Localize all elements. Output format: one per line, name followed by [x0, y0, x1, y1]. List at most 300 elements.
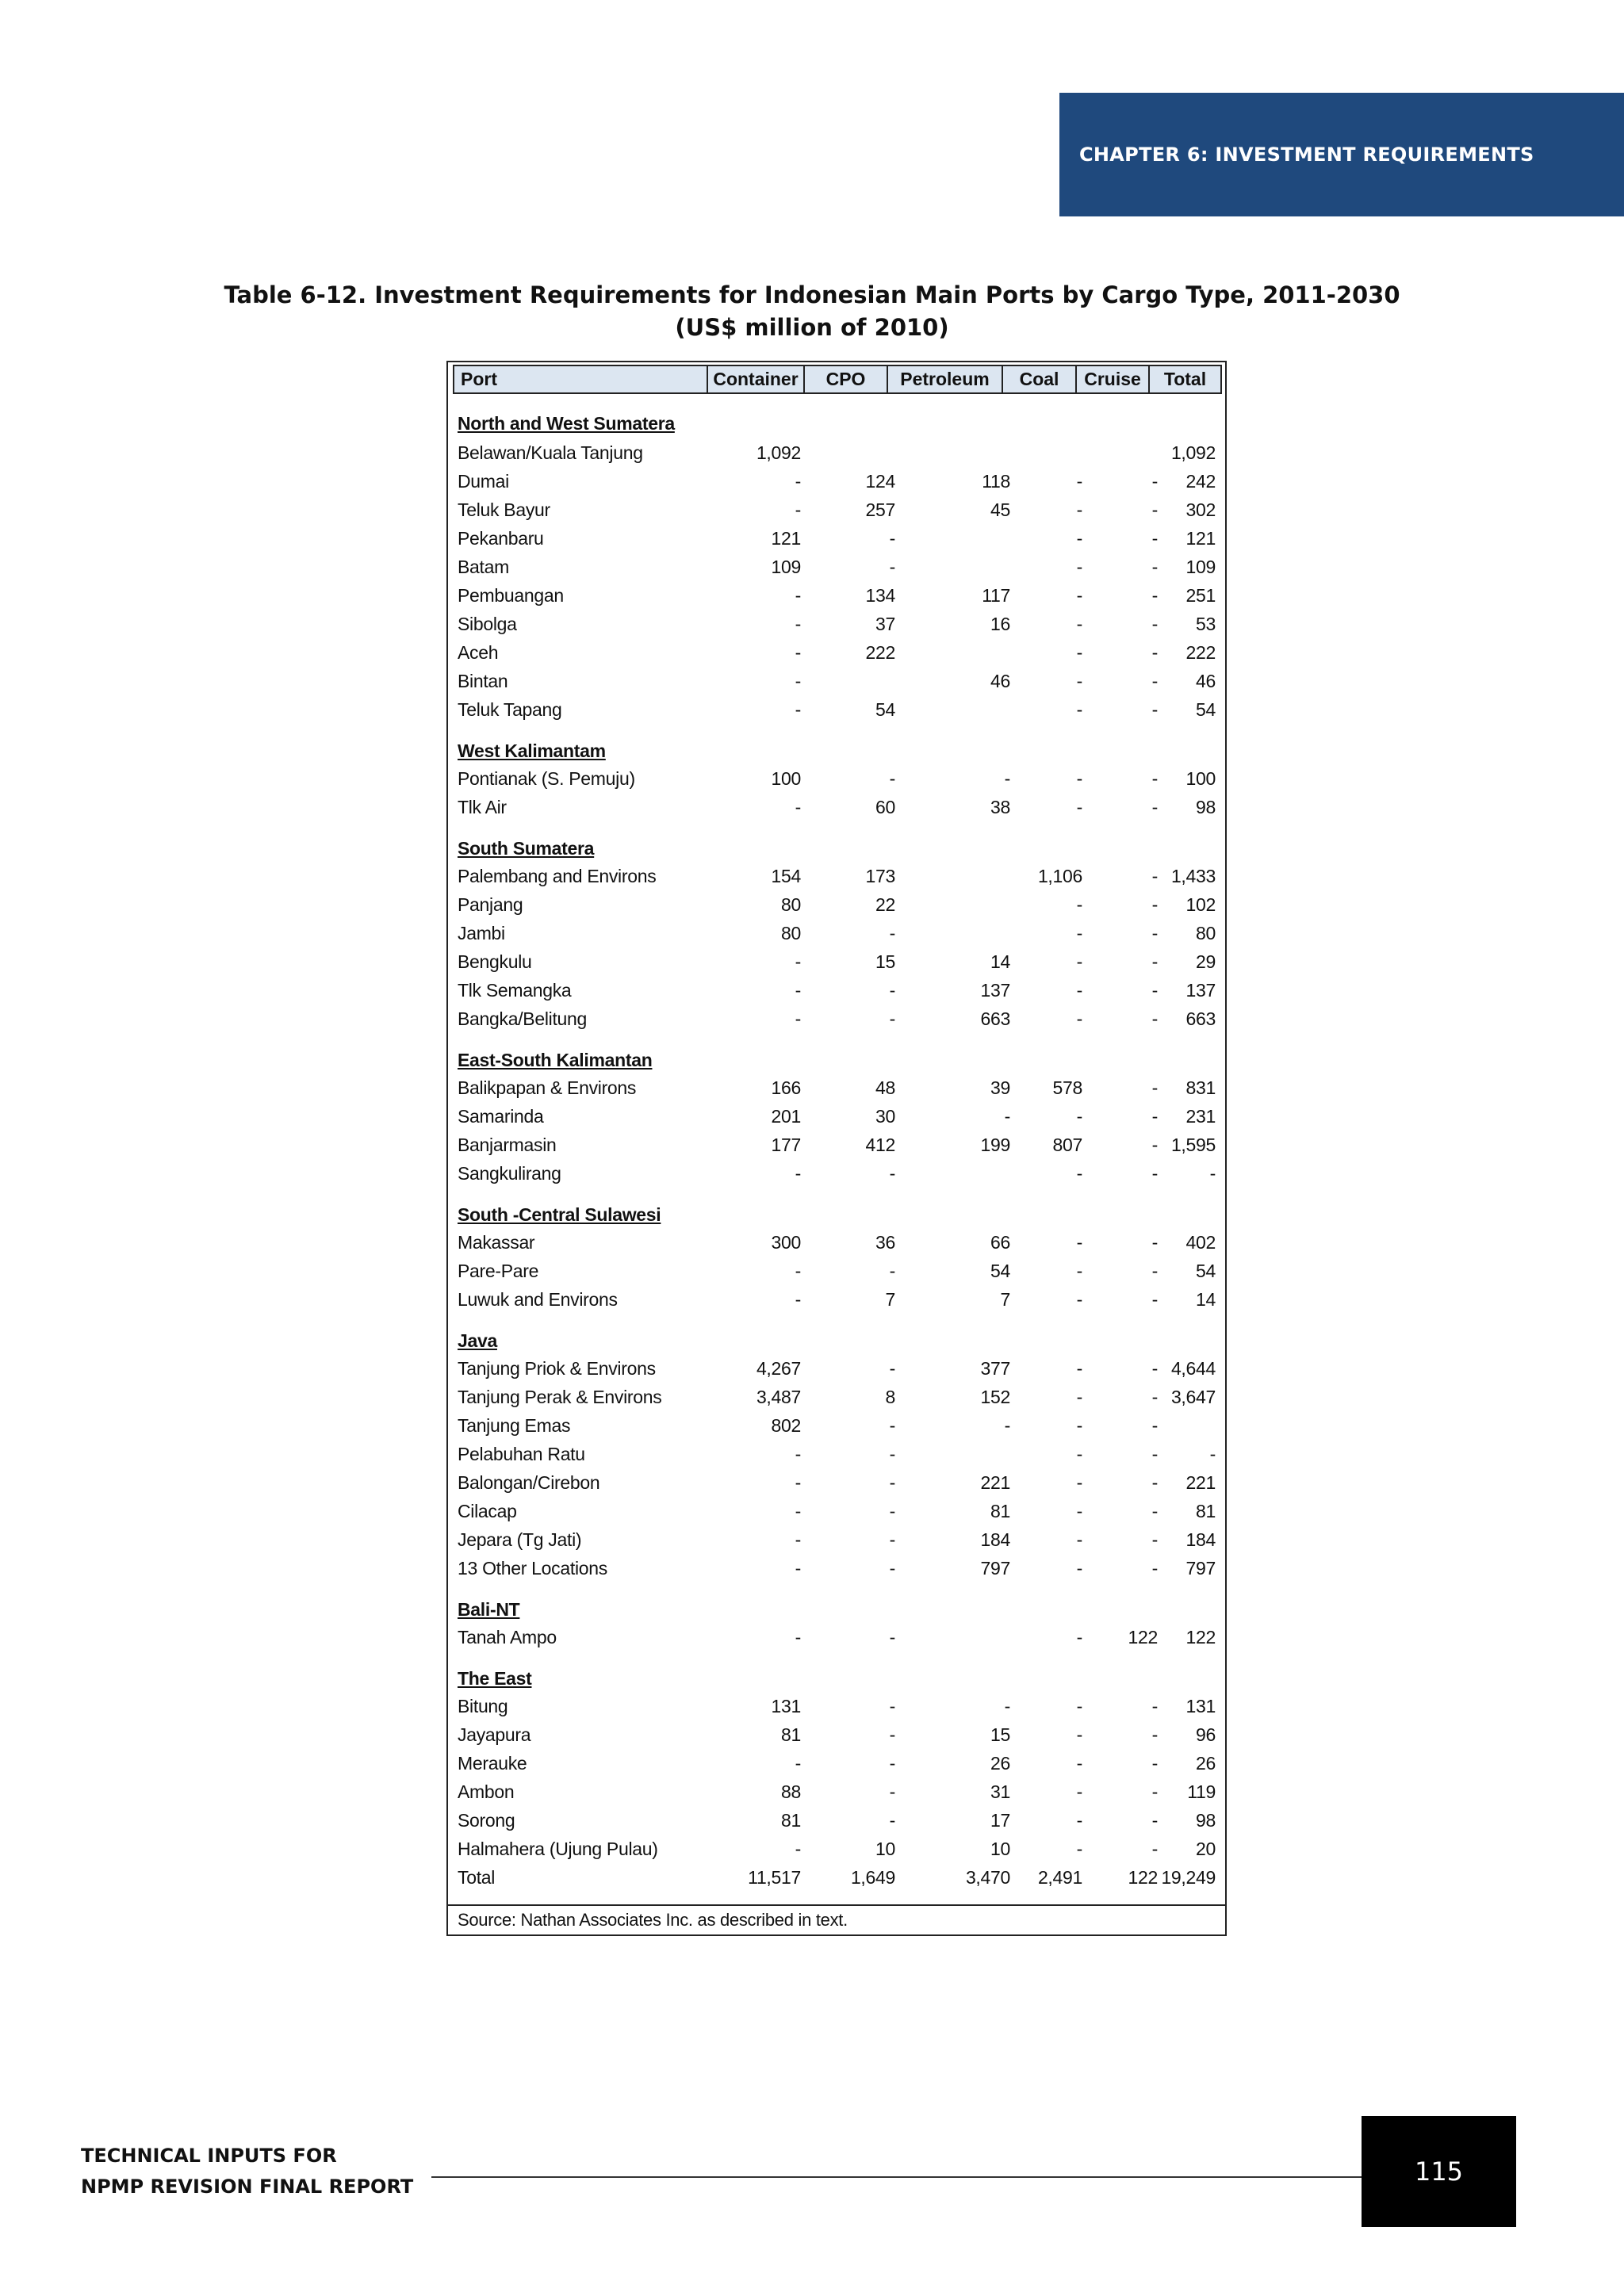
cell-coal: - — [1076, 1232, 1082, 1253]
cell-petroleum: 39 — [990, 1077, 1010, 1098]
table-header — [453, 365, 1222, 394]
cell-port: Samarinda — [458, 1106, 544, 1127]
table-row — [454, 1131, 1222, 1159]
cell-cpo: - — [889, 923, 895, 943]
cell-container: - — [795, 614, 801, 634]
cell-coal: - — [1076, 1696, 1082, 1716]
cell-cpo: 15 — [875, 951, 895, 972]
cell-cpo: 257 — [865, 499, 895, 520]
cell-cruise: - — [1151, 1106, 1158, 1127]
cell-container: - — [795, 1627, 801, 1647]
cell-cpo: - — [889, 1753, 895, 1774]
cell-cpo: - — [889, 980, 895, 1001]
table-row — [454, 1073, 1222, 1102]
cell-coal: - — [1076, 1387, 1082, 1407]
table-row — [454, 1623, 1222, 1651]
cell-cruise: - — [1151, 980, 1158, 1001]
cell-total: 663 — [1185, 1008, 1216, 1029]
cell-coal: - — [1076, 1415, 1082, 1436]
cell-cpo: 134 — [865, 585, 895, 606]
section-heading: West Kalimantam — [458, 740, 606, 761]
cell-total: 98 — [1196, 1810, 1216, 1831]
total-total: 19,249 — [1161, 1867, 1216, 1888]
cell-petroleum: - — [1004, 1106, 1010, 1127]
cell-port: Makassar — [458, 1232, 535, 1253]
cell-cpo: - — [889, 1163, 895, 1184]
cell-cruise: - — [1151, 1163, 1158, 1184]
cell-container: 131 — [771, 1696, 801, 1716]
cell-coal: - — [1076, 585, 1082, 606]
section-heading: South Sumatera — [458, 838, 595, 859]
cell-container: 100 — [771, 768, 801, 789]
cell-cpo: 54 — [875, 699, 895, 720]
cell-port: Tanjung Perak & Environs — [458, 1387, 662, 1407]
cell-petroleum: 26 — [990, 1753, 1010, 1774]
cell-port: Balongan/Cirebon — [458, 1472, 600, 1493]
cell-cpo: 173 — [865, 866, 895, 886]
cell-cruise: - — [1151, 1781, 1158, 1802]
cell-coal: - — [1076, 768, 1082, 789]
cell-petroleum: 66 — [990, 1232, 1010, 1253]
table-title-line2: (US$ million of 2010) — [675, 314, 949, 341]
col-header-cruise: Cruise — [1075, 366, 1148, 392]
table-row — [454, 1720, 1222, 1749]
cell-total: 251 — [1185, 585, 1216, 606]
cell-cruise: - — [1151, 585, 1158, 606]
cell-total: 242 — [1185, 471, 1216, 492]
total-port: Total — [458, 1867, 496, 1888]
cell-total: 231 — [1185, 1106, 1216, 1127]
cell-container: 81 — [781, 1724, 801, 1745]
cell-container: - — [795, 1558, 801, 1578]
cell-total: 29 — [1196, 951, 1216, 972]
cell-port: Tlk Semangka — [458, 980, 572, 1001]
cell-container: - — [795, 1163, 801, 1184]
cell-coal: - — [1076, 1501, 1082, 1521]
cell-total: 122 — [1185, 1627, 1216, 1647]
cell-port: Pelabuhan Ratu — [458, 1444, 585, 1464]
cell-port: Cilacap — [458, 1501, 517, 1521]
cell-container: - — [795, 1289, 801, 1310]
cell-port: Sibolga — [458, 614, 517, 634]
total-petroleum: 3,470 — [965, 1867, 1010, 1888]
cell-petroleum: 184 — [980, 1529, 1010, 1550]
cell-container: 300 — [771, 1232, 801, 1253]
table-row — [454, 524, 1222, 553]
cell-cruise: - — [1151, 1008, 1158, 1029]
footer-line2: NPMP REVISION FINAL REPORT — [81, 2175, 414, 2198]
cell-coal: - — [1076, 1444, 1082, 1464]
cell-cpo: 10 — [875, 1839, 895, 1859]
cell-cpo: - — [889, 1529, 895, 1550]
cell-cruise: - — [1151, 1696, 1158, 1716]
table-row — [454, 553, 1222, 581]
cell-port: Jepara (Tg Jati) — [458, 1529, 582, 1550]
cell-cpo: - — [889, 528, 895, 549]
total-cpo: 1,649 — [850, 1867, 895, 1888]
cell-total: 221 — [1185, 1472, 1216, 1493]
cell-cpo: 37 — [875, 614, 895, 634]
cell-cpo: - — [889, 1415, 895, 1436]
table-row — [454, 862, 1222, 890]
table-row — [454, 947, 1222, 976]
cell-port: Tlk Air — [458, 797, 507, 817]
cell-cpo: 48 — [875, 1077, 895, 1098]
cell-coal: 1,106 — [1037, 866, 1082, 886]
cell-total: - — [1209, 1444, 1216, 1464]
col-header-coal: Coal — [1002, 366, 1075, 392]
cell-petroleum: 54 — [990, 1261, 1010, 1281]
cell-petroleum: 10 — [990, 1839, 1010, 1859]
cell-container: - — [795, 585, 801, 606]
cell-container: 3,487 — [756, 1387, 801, 1407]
cell-port: Pontianak (S. Pemuju) — [458, 768, 635, 789]
cell-coal: - — [1076, 1753, 1082, 1774]
cell-port: Bintan — [458, 671, 508, 691]
cell-cruise: - — [1151, 1232, 1158, 1253]
cell-cruise: - — [1151, 1839, 1158, 1859]
cell-port: Bangka/Belitung — [458, 1008, 588, 1029]
section-heading: South -Central Sulawesi — [458, 1204, 661, 1225]
table-row — [454, 764, 1222, 793]
cell-petroleum: 797 — [980, 1558, 1010, 1578]
cell-cpo: 36 — [875, 1232, 895, 1253]
cell-coal: - — [1076, 528, 1082, 549]
cell-petroleum: 118 — [982, 471, 1010, 492]
cell-cruise: 122 — [1128, 1627, 1158, 1647]
cell-port: Merauke — [458, 1753, 527, 1774]
cell-cpo: - — [889, 1358, 895, 1379]
table-row — [454, 1354, 1222, 1383]
cell-cruise: - — [1151, 894, 1158, 915]
cell-petroleum: - — [1004, 768, 1010, 789]
cell-cpo: 60 — [875, 797, 895, 817]
cell-coal: - — [1076, 923, 1082, 943]
cell-cruise: - — [1151, 499, 1158, 520]
cell-coal: - — [1076, 1261, 1082, 1281]
cell-container: 88 — [781, 1781, 801, 1802]
cell-total: 96 — [1196, 1724, 1216, 1745]
table-row — [454, 1004, 1222, 1033]
cell-port: Teluk Bayur — [458, 499, 550, 520]
cell-container: 121 — [771, 528, 801, 549]
cell-coal: - — [1076, 797, 1082, 817]
cell-port: Belawan/Kuala Tanjung — [458, 442, 643, 463]
cell-cruise: - — [1151, 768, 1158, 789]
table-title-line1: Table 6-12. Investment Requirements for Indonesian Main Ports by Cargo Type, 2011-2030 — [224, 281, 1400, 308]
cell-container: - — [795, 1753, 801, 1774]
cell-coal: 578 — [1052, 1077, 1082, 1098]
cell-coal: - — [1076, 1839, 1082, 1859]
cell-cruise: - — [1151, 557, 1158, 577]
cell-cruise: - — [1151, 614, 1158, 634]
cell-total: 3,647 — [1170, 1387, 1216, 1407]
table-row — [454, 919, 1222, 947]
table-row — [454, 496, 1222, 524]
cell-port: Panjang — [458, 894, 523, 915]
cell-petroleum: 14 — [990, 951, 1010, 972]
table-row — [454, 1554, 1222, 1582]
total-row — [454, 1863, 1222, 1892]
cell-port: Sorong — [458, 1810, 515, 1831]
cell-coal: - — [1076, 1289, 1082, 1310]
cell-container: - — [795, 1839, 801, 1859]
cell-container: - — [795, 980, 801, 1001]
cell-total: 1,433 — [1170, 866, 1216, 886]
cell-container: 177 — [771, 1135, 801, 1155]
cell-total: 1,092 — [1170, 442, 1216, 463]
cell-cpo: 30 — [875, 1106, 895, 1127]
cell-port: Luwuk and Environs — [458, 1289, 618, 1310]
cell-port: Halmahera (Ujung Pulau) — [458, 1839, 658, 1859]
table-row — [454, 695, 1222, 724]
cell-cpo: 124 — [865, 471, 895, 492]
cell-petroleum: 221 — [980, 1472, 1010, 1493]
table-row — [454, 1497, 1222, 1525]
cell-container: - — [795, 1472, 801, 1493]
cell-cruise: - — [1151, 1289, 1158, 1310]
cell-petroleum: 31 — [990, 1781, 1010, 1802]
section-heading: Bali-NT — [458, 1599, 520, 1620]
cell-port: Jayapura — [458, 1724, 531, 1745]
cell-container: 109 — [771, 557, 801, 577]
cell-container: - — [795, 797, 801, 817]
cell-container: - — [795, 642, 801, 663]
table-row — [454, 1525, 1222, 1554]
cell-petroleum: - — [1004, 1415, 1010, 1436]
table-row — [454, 1440, 1222, 1468]
cell-port: Pare-Pare — [458, 1261, 539, 1281]
cell-container: - — [795, 471, 801, 492]
cell-cruise: - — [1151, 1387, 1158, 1407]
cell-petroleum: 117 — [982, 585, 1010, 606]
table-row — [454, 890, 1222, 919]
cell-port: Bengkulu — [458, 951, 532, 972]
cell-total: 100 — [1185, 768, 1216, 789]
cell-container: - — [795, 699, 801, 720]
table-row — [454, 976, 1222, 1004]
cell-petroleum: 199 — [980, 1135, 1010, 1155]
cell-total: 98 — [1196, 797, 1216, 817]
cell-container: - — [795, 1529, 801, 1550]
cell-total: 131 — [1185, 1696, 1216, 1716]
cell-container: 201 — [771, 1106, 801, 1127]
cell-cruise: - — [1151, 671, 1158, 691]
cell-port: Jambi — [458, 923, 505, 943]
cell-cruise: - — [1151, 1444, 1158, 1464]
total-coal: 2,491 — [1037, 1867, 1082, 1888]
cell-petroleum: 152 — [980, 1387, 1010, 1407]
cell-cpo: - — [889, 768, 895, 789]
cell-coal: - — [1076, 699, 1082, 720]
cell-petroleum: 38 — [990, 797, 1010, 817]
cell-cpo: 22 — [875, 894, 895, 915]
cell-container: 166 — [771, 1077, 801, 1098]
table-row — [454, 793, 1222, 821]
table-row — [454, 1468, 1222, 1497]
table-row — [454, 1159, 1222, 1188]
cell-cruise: - — [1151, 1724, 1158, 1745]
cell-coal: - — [1076, 1558, 1082, 1578]
table-row — [454, 438, 1222, 467]
cell-cpo: - — [889, 1810, 895, 1831]
cell-cpo: 8 — [885, 1387, 895, 1407]
cell-total: 46 — [1196, 671, 1216, 691]
cell-total: 20 — [1196, 1839, 1216, 1859]
col-header-total: Total — [1148, 366, 1220, 392]
cell-total: 81 — [1196, 1501, 1216, 1521]
chapter-banner — [1059, 93, 1624, 216]
cell-coal: - — [1076, 1724, 1082, 1745]
table-source: Source: Nathan Associates Inc. as described in text. — [448, 1904, 1225, 1934]
cell-port: Teluk Tapang — [458, 699, 562, 720]
cell-container: - — [795, 1501, 801, 1521]
cell-total: 184 — [1185, 1529, 1216, 1550]
cell-cruise: - — [1151, 1077, 1158, 1098]
col-header-cpo: CPO — [803, 366, 887, 392]
table-row — [454, 610, 1222, 638]
table-row — [454, 581, 1222, 610]
cell-petroleum: - — [1004, 1696, 1010, 1716]
cell-port: Aceh — [458, 642, 499, 663]
cell-container: 80 — [781, 923, 801, 943]
cell-coal: - — [1076, 1810, 1082, 1831]
cell-port: Tanjung Emas — [458, 1415, 571, 1436]
cell-total: 54 — [1196, 1261, 1216, 1281]
cell-port: Sangkulirang — [458, 1163, 561, 1184]
cell-petroleum: 7 — [1000, 1289, 1010, 1310]
cell-cruise: - — [1151, 951, 1158, 972]
cell-container: 80 — [781, 894, 801, 915]
cell-port: 13 Other Locations — [458, 1558, 607, 1578]
section-heading: Java — [458, 1330, 497, 1351]
cell-coal: - — [1076, 1627, 1082, 1647]
cell-cpo: 412 — [865, 1135, 895, 1155]
cell-coal: - — [1076, 894, 1082, 915]
cell-port: Batam — [458, 557, 509, 577]
cell-container: - — [795, 1261, 801, 1281]
cell-total: 80 — [1196, 923, 1216, 943]
table-row — [454, 1692, 1222, 1720]
cell-cruise: - — [1151, 1558, 1158, 1578]
table-row — [454, 1777, 1222, 1806]
cell-cpo: - — [889, 1781, 895, 1802]
investment-table — [446, 361, 1227, 1936]
cell-container: - — [795, 951, 801, 972]
cell-petroleum: 81 — [990, 1501, 1010, 1521]
cell-coal: - — [1076, 1781, 1082, 1802]
cell-cpo: - — [889, 1627, 895, 1647]
table-row — [454, 1257, 1222, 1285]
page-number: 115 — [1362, 2116, 1516, 2227]
cell-coal: - — [1076, 471, 1082, 492]
cell-total: 797 — [1185, 1558, 1216, 1578]
cell-coal: - — [1076, 1106, 1082, 1127]
chapter-title: CHAPTER 6: INVESTMENT REQUIREMENTS — [1079, 144, 1534, 166]
cell-petroleum: 46 — [990, 671, 1010, 691]
table-row — [454, 1102, 1222, 1131]
table-row — [454, 1749, 1222, 1777]
cell-port: Tanah Ampo — [458, 1627, 557, 1647]
cell-port: Pembuangan — [458, 585, 564, 606]
cell-cruise: - — [1151, 1810, 1158, 1831]
cell-container: 81 — [781, 1810, 801, 1831]
cell-cpo: - — [889, 1724, 895, 1745]
cell-total: 302 — [1185, 499, 1216, 520]
cell-coal: - — [1076, 1529, 1082, 1550]
footer-divider — [431, 2176, 1363, 2178]
cell-cruise: - — [1151, 1358, 1158, 1379]
total-cruise: 122 — [1128, 1867, 1158, 1888]
cell-cpo: - — [889, 1444, 895, 1464]
cell-total: 109 — [1185, 557, 1216, 577]
cell-cruise: - — [1151, 528, 1158, 549]
cell-petroleum: 45 — [990, 499, 1010, 520]
section-heading: The East — [458, 1668, 532, 1689]
table-row — [454, 1806, 1222, 1835]
cell-cpo: - — [889, 557, 895, 577]
cell-total: 53 — [1196, 614, 1216, 634]
table-row — [454, 638, 1222, 667]
cell-cpo: - — [889, 1558, 895, 1578]
cell-cruise: - — [1151, 471, 1158, 492]
cell-cruise: - — [1151, 1135, 1158, 1155]
cell-coal: - — [1076, 980, 1082, 1001]
cell-port: Tanjung Priok & Environs — [458, 1358, 656, 1379]
cell-coal: - — [1076, 642, 1082, 663]
cell-container: 802 — [771, 1415, 801, 1436]
total-container: 11,517 — [748, 1867, 801, 1888]
cell-petroleum: 16 — [990, 614, 1010, 634]
section-heading: North and West Sumatera — [458, 413, 675, 434]
cell-total: 402 — [1185, 1232, 1216, 1253]
cell-petroleum: 137 — [980, 980, 1010, 1001]
cell-cpo: 222 — [865, 642, 895, 663]
cell-total: 14 — [1196, 1289, 1216, 1310]
cell-cpo: 7 — [885, 1289, 895, 1310]
cell-petroleum: 663 — [980, 1008, 1010, 1029]
cell-coal: - — [1076, 614, 1082, 634]
table-row — [454, 467, 1222, 496]
cell-cpo: - — [889, 1008, 895, 1029]
cell-container: - — [795, 1444, 801, 1464]
table-row — [454, 1835, 1222, 1863]
cell-coal: - — [1076, 671, 1082, 691]
cell-container: - — [795, 671, 801, 691]
cell-total: 137 — [1185, 980, 1216, 1001]
cell-coal: - — [1076, 557, 1082, 577]
cell-container: 154 — [771, 866, 801, 886]
col-header-petroleum: Petroleum — [887, 366, 1002, 392]
cell-cruise: - — [1151, 1415, 1158, 1436]
cell-cpo: - — [889, 1501, 895, 1521]
cell-port: Dumai — [458, 471, 509, 492]
cell-cruise: - — [1151, 923, 1158, 943]
cell-cruise: - — [1151, 1529, 1158, 1550]
table-row — [454, 667, 1222, 695]
table-row — [454, 1285, 1222, 1314]
table-title — [0, 279, 1624, 344]
cell-coal: - — [1076, 1358, 1082, 1379]
cell-total: 121 — [1185, 528, 1216, 549]
cell-port: Palembang and Environs — [458, 866, 657, 886]
cell-port: Banjarmasin — [458, 1135, 557, 1155]
footer-line1: TECHNICAL INPUTS FOR — [81, 2145, 337, 2167]
col-header-port: Port — [461, 369, 497, 389]
cell-cruise: - — [1151, 1753, 1158, 1774]
cell-port: Pekanbaru — [458, 528, 544, 549]
cell-container: - — [795, 1008, 801, 1029]
